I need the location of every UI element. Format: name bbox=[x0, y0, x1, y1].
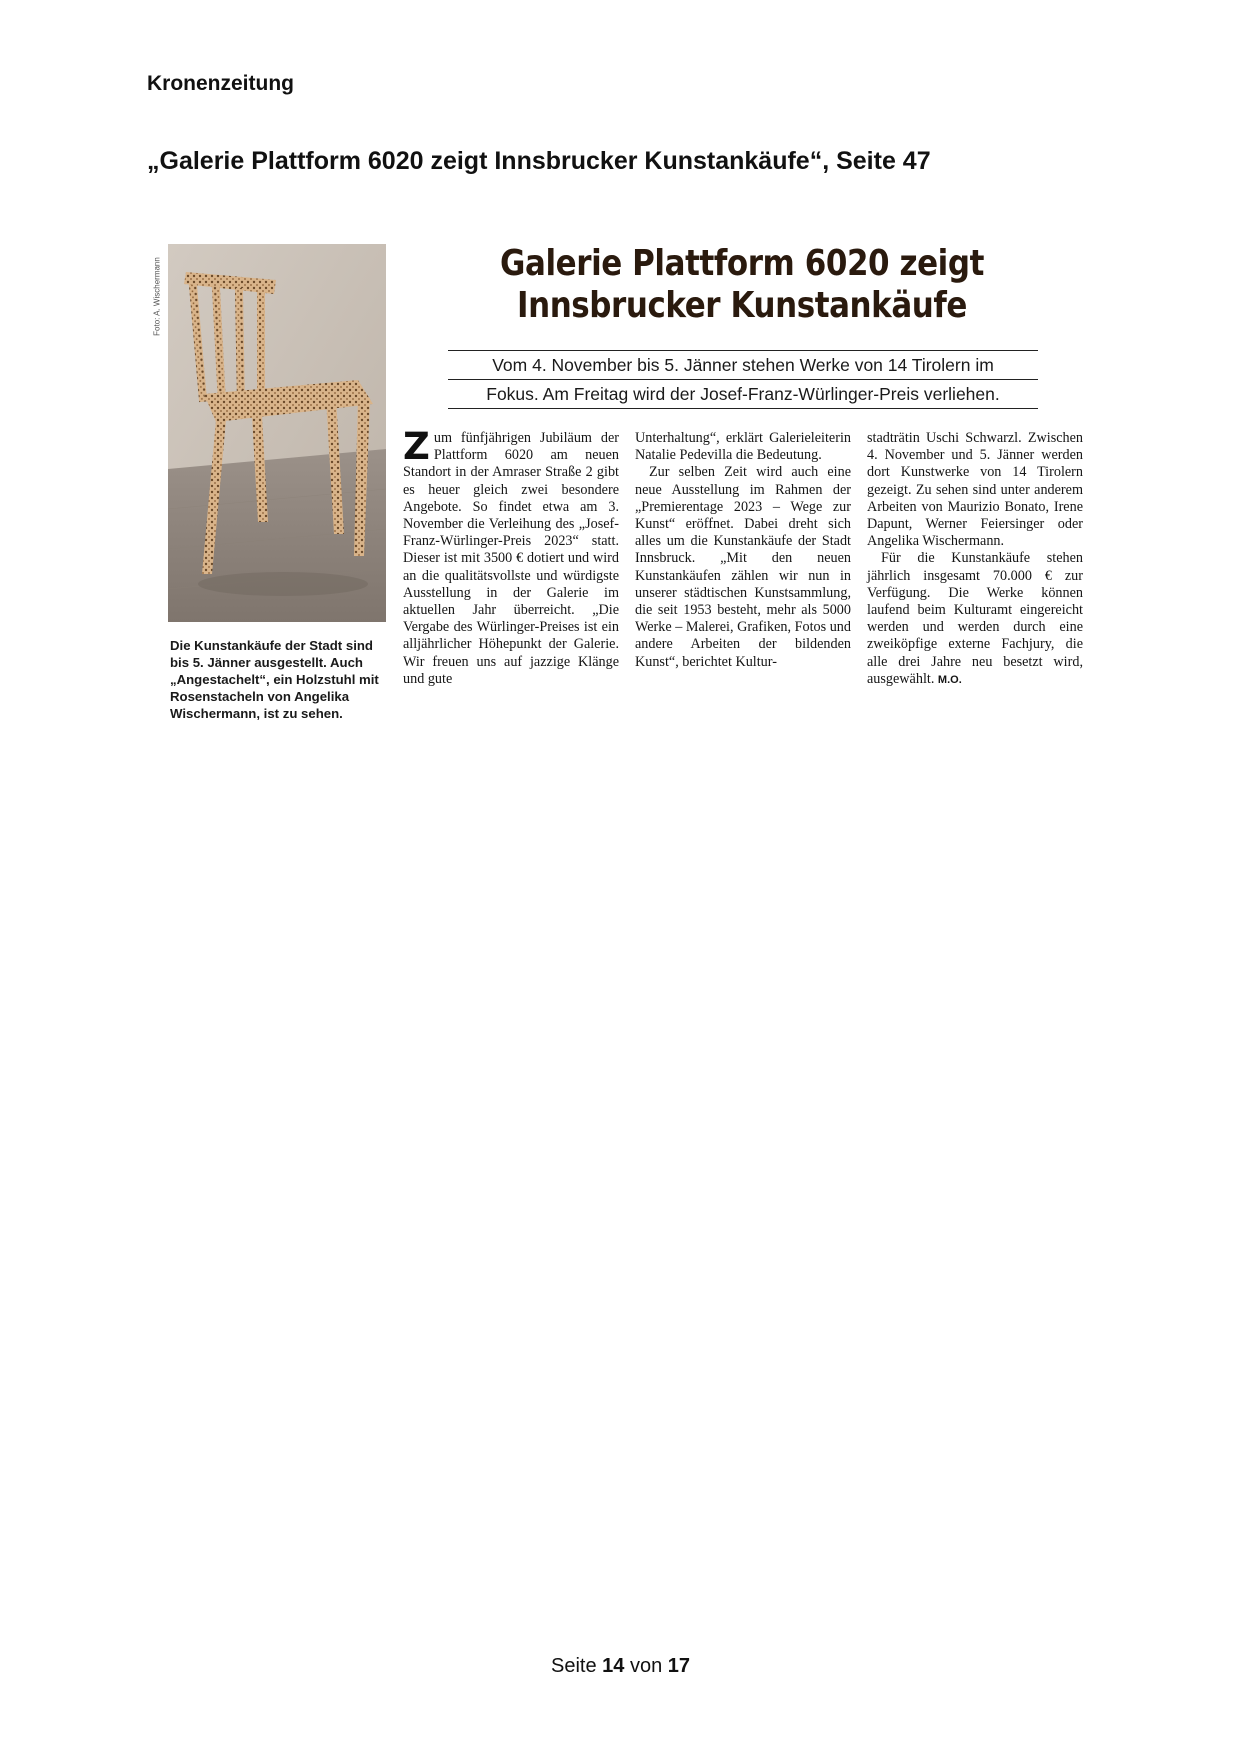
photo-credit: Foto: A. Wischermann bbox=[152, 257, 162, 336]
lead-rule-top bbox=[448, 350, 1038, 351]
current-page: 14 bbox=[602, 1655, 625, 1677]
photo-caption: Die Kunstankäufe der Stadt sind bis 5. Jänner ausgestellt. Auch „Angestachelt“, ein Holzstuhl mit Rosenstacheln von Angelika Wischermann, ist zu sehen. bbox=[170, 638, 379, 721]
drop-cap: Z bbox=[403, 425, 430, 468]
total-pages: 17 bbox=[667, 1655, 690, 1677]
chair-illustration bbox=[168, 244, 386, 622]
article-column-2 bbox=[635, 430, 851, 671]
lead-rule-middle bbox=[448, 379, 1038, 380]
headline bbox=[450, 243, 1035, 327]
newspaper-clipping bbox=[150, 240, 1085, 750]
column-3-paragraph-2: Für die Kunstankäufe stehen jährlich insgesamt 70.000 € zur Verfügung. Die Werke können laufend beim Kulturamt eingereicht werden und werden durch eine zweiköpfige externe Fachjury, die alle drei Jahre neu besetzt wird, ausgewählt. bbox=[867, 550, 1083, 687]
lead-rule-bottom bbox=[448, 408, 1038, 409]
article-column-3 bbox=[867, 430, 1083, 689]
lead-line-2: Fokus. Am Freitag wird der Josef-Franz-Würlinger-Preis verliehen. bbox=[486, 384, 1000, 404]
source-name: Kronenzeitung bbox=[147, 72, 294, 95]
lead-line-1: Vom 4. November bis 5. Jänner stehen Werke von 14 Tirolern im bbox=[492, 355, 994, 375]
headline-line-2: Innsbrucker Kunstankäufe bbox=[516, 285, 968, 326]
headline-line-1: Galerie Plattform 6020 zeigt bbox=[500, 243, 984, 284]
column-2-paragraph-1: Unterhaltung“, erklärt Galerieleiterin Natalie Pedevilla die Bedeutung. bbox=[635, 430, 851, 464]
page-footer: Seite 14 von 17 bbox=[550, 1655, 690, 1677]
chair-photo bbox=[168, 244, 386, 622]
article-column-1 bbox=[403, 425, 619, 688]
author-signature: M.O. bbox=[937, 673, 962, 686]
column-2-paragraph-2: Zur selben Zeit wird auch eine neue Ausstellung im Rahmen der „Premierentage 2023 – Wege zur Kunst“ eröffnet. Dabei dreht sich alles um die Kunstankäufe der Stadt Innsbruck. „Mit den neuen Kunstankäufen zählen wir nun in unserer städtischen Kunstsammlung, die seit 1953 besteht, mehr als 5000 Werke – Malerei, Grafiken, Fotos und andere Arbeiten der bildenden Kunst“, berichtet Kultur- bbox=[635, 464, 851, 670]
column-3-paragraph-1: stadträtin Uschi Schwarzl. Zwischen 4. November und 5. Jänner werden dort Kunstwerke von 14 Tirolern gezeigt. Zu sehen sind unter anderem Arbeiten von Maurizio Bonato, Irene Dapunt, Werner Feiersinger oder Angelika Wischermann. bbox=[867, 430, 1083, 550]
column-1-text: um fünfjährigen Jubiläum der Plattform 6020 am neuen Standort in der Amraser Straße 2 gibt es heuer gleich zwei besondere Angebote. So findet etwa am 3. November die Verleihung des „Josef-Franz-Würlinger-Preis 2023“ statt. Dieser ist mit 3500 € dotiert und wird an die qualitätsvollste und würdigste Ausstellung in der Galerie im aktuellen Jahr überreicht. „Die Vergabe des Würlinger-Preises ist ein alljährlicher Höhepunkt der Galerie. Wir freuen uns auf jazzige Klänge und gute bbox=[403, 430, 619, 687]
lead-paragraph bbox=[448, 347, 1038, 412]
document-title: „Galerie Plattform 6020 zeigt Innsbrucker Kunstankäufe“, Seite 47 bbox=[147, 147, 931, 175]
